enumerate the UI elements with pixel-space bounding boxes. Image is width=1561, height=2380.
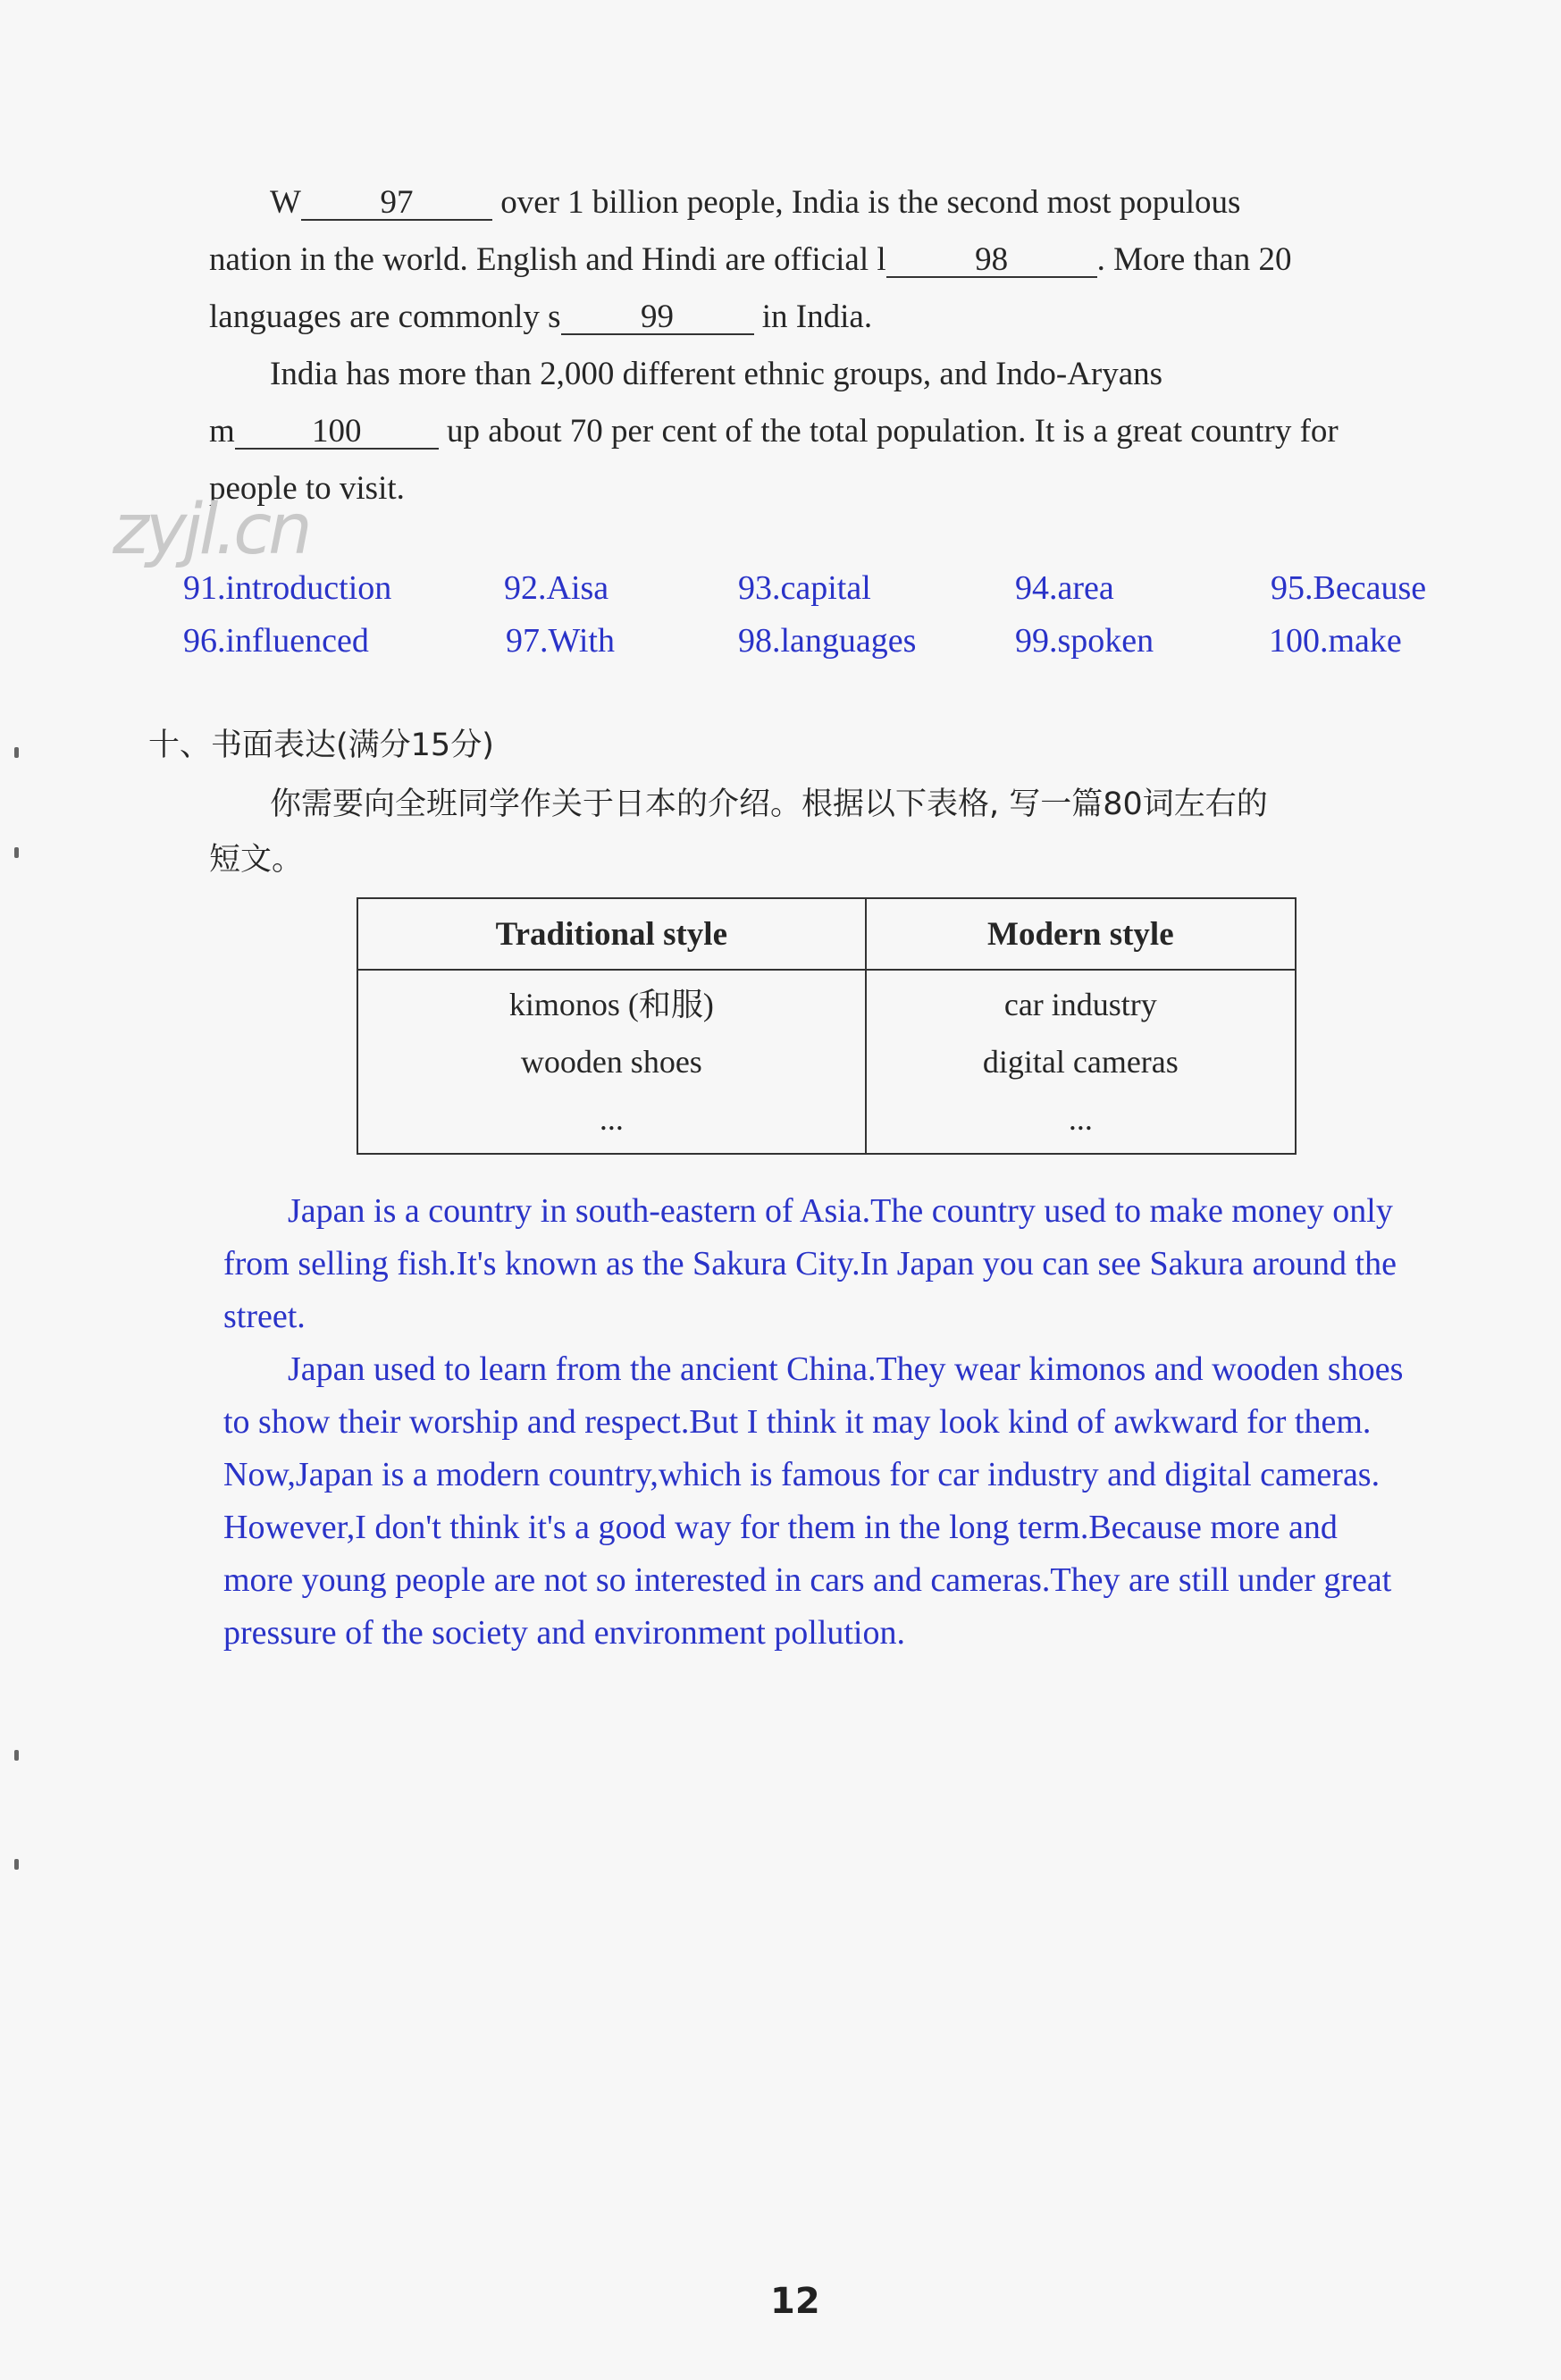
section-heading: 十、书面表达(满分15分)	[148, 727, 494, 763]
text: up about 70 per cent of the total population. It is a great country for	[447, 413, 1339, 450]
table-header-row	[357, 898, 1296, 970]
essay-line: more young people are not so interested in cars and cameras.They are still under great	[223, 1561, 1392, 1599]
essay-line: Japan is a country in south-eastern of Asia.The country used to make money only	[288, 1192, 1393, 1230]
passage-line-6: people to visit.	[209, 470, 405, 507]
answer-98: 98.languages	[738, 622, 917, 660]
cell-traditional	[357, 970, 866, 1154]
blank-98	[886, 243, 1097, 278]
instruction-line-1: 你需要向全班同学作关于日本的介绍。根据以下表格, 写一篇80词左右的	[270, 786, 1268, 822]
text: m	[209, 413, 235, 450]
blank-99	[561, 300, 754, 335]
table-row	[357, 970, 1296, 1154]
watermark-logo: zyjl.cn	[113, 490, 309, 570]
blank-answer: 99	[641, 299, 675, 335]
blank-100	[235, 415, 439, 450]
header-modern: Modern style	[866, 898, 1296, 970]
text: W	[270, 184, 301, 221]
text: over 1 billion people, India is the second most populous	[500, 184, 1241, 221]
cell-item: wooden shoes	[520, 1044, 702, 1080]
passage-line-4: India has more than 2,000 different ethnic groups, and Indo-Aryans	[270, 356, 1163, 392]
cell-item: ...	[1068, 1101, 1093, 1137]
essay-line: Japan used to learn from the ancient China.They wear kimonos and wooden shoes	[288, 1350, 1404, 1388]
essay-line: street.	[223, 1298, 306, 1335]
blank-97	[301, 186, 492, 221]
text: languages are commonly s	[209, 299, 561, 335]
outline-table	[357, 897, 1297, 1155]
header-traditional: Traditional style	[357, 898, 866, 970]
text: in India.	[761, 299, 873, 335]
cell-item: kimonos (和服)	[508, 987, 714, 1022]
blank-answer: 100	[312, 413, 362, 450]
answer-91: 91.introduction	[183, 569, 392, 607]
answer-100: 100.make	[1269, 622, 1402, 660]
essay-line: to show their worship and respect.But I think it may look kind of awkward for them.	[223, 1403, 1372, 1441]
binding-mark	[14, 1750, 19, 1761]
cell-item: digital cameras	[982, 1044, 1179, 1080]
instruction-line-2: 短文。	[209, 842, 304, 878]
answer-97: 97.With	[506, 622, 615, 660]
essay-line: However,I don't think it's a good way for them in the long term.Because more and	[223, 1509, 1338, 1546]
answer-94: 94.area	[1015, 569, 1114, 607]
answer-99: 99.spoken	[1015, 622, 1154, 660]
answer-92: 92.Aisa	[504, 569, 609, 607]
answer-95: 95.Because	[1271, 569, 1427, 607]
binding-mark	[14, 847, 19, 858]
binding-mark	[14, 1859, 19, 1870]
essay-line: from selling fish.It's known as the Sakura City.In Japan you can see Sakura around the	[223, 1245, 1397, 1283]
passage-line-2	[209, 243, 1292, 278]
blank-answer: 98	[975, 241, 1009, 278]
blank-answer: 97	[380, 184, 414, 221]
cell-item: ...	[599, 1101, 624, 1137]
page-number: 12	[770, 2281, 820, 2322]
essay-line: pressure of the society and environment pollution.	[223, 1614, 905, 1652]
passage-line-3	[209, 300, 872, 335]
binding-mark	[14, 747, 19, 758]
passage-line-1	[270, 186, 1240, 221]
text: nation in the world. English and Hindi are official l	[209, 241, 886, 278]
passage-line-5	[209, 415, 1339, 450]
answer-93: 93.capital	[738, 569, 871, 607]
answer-96: 96.influenced	[183, 622, 369, 660]
text: . More than 20	[1096, 241, 1292, 278]
cell-item: car industry	[1003, 987, 1157, 1022]
cell-modern	[866, 970, 1296, 1154]
essay-line: Now,Japan is a modern country,which is famous for car industry and digital cameras.	[223, 1456, 1381, 1493]
